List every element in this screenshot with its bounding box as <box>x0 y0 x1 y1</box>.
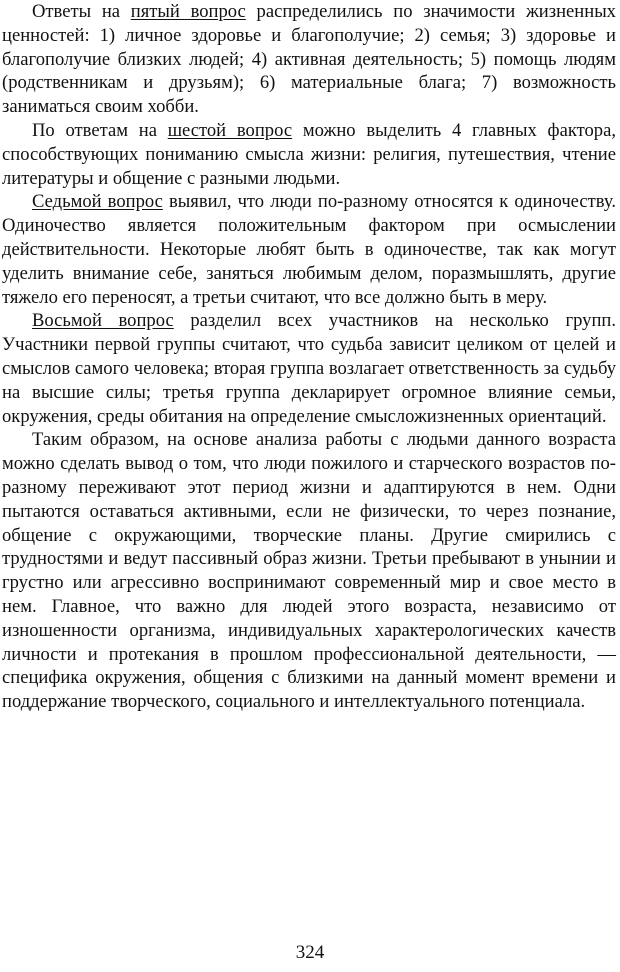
paragraph-body-text: распределились по значимости жизненных ценностей: 1) личное здоровье и благополучие; 2) семья; 3) здоровье и благополучие близких людей; 4) активная деятельность; 5) помощь людям (родственникам и друзьям); 6) материальные блага; 7) возможность заниматься своим хобби. <box>2 1 616 118</box>
paragraph-eighth-question <box>2 309 616 428</box>
paragraph-lead-text: По ответам на <box>32 119 168 141</box>
paragraph-body-text: можно выделить 4 главных фактора, способствующих пониманию смысла жизни: религия, путешествия, чтение литературы и общение с разными людьми. <box>2 119 616 189</box>
paragraph-lead-text: Таким образом, на основе анализа работы с людьми данного возраста можно сделать вывод о том, что люди пожилого и старческого возрастов по-разному переживают этот период жизни и адаптируются в нем. Одни пытаются оставаться активными, если не физически, то через познание, общение с окружающими, творческие планы. Другие смирились с трудностями и ведут пассивный образ жизни. Третьи пребывают в унынии и грустно или агрессивно воспринимают современный мир и свое место в нем. Главное, что важно для людей этого возраста, независимо от изношенности организма, индивидуальных характерологических качеств личности и протекания в прошлом профессиональной деятельности, — специфика окружения, общения с близкими на данный момент времени и поддержание творческого, социального и интеллектуального потенциала. <box>2 429 616 713</box>
page-number: 324 <box>295 942 325 963</box>
paragraph-conclusion <box>2 428 616 714</box>
underlined-question-label: Восьмой вопрос <box>32 310 174 332</box>
paragraph-body-text: выявил, что люди по-разному относятся к одиночеству. Одиночество является положительным фактором при осмыслении действительности. Некоторые любят быть в одиночестве, так как могут уделить внимание себе, заняться любимым делом, поразмышлять, другие тяжело его переносят, а третьи считают, что все должно быть в меру. <box>2 191 616 308</box>
underlined-question-label: пятый вопрос <box>130 1 246 22</box>
underlined-question-label: шестой вопрос <box>167 119 293 141</box>
paragraph-body-text: разделил всех участников на несколько групп. Участники первой группы считают, что судьба зависит целиком от целей и смыслов самого человека; вторая группа возлагает ответственность за судьбу на высшие силы; третья группа декларирует огромное влияние семьи, окружения, среды обитания на определение смысложизненных ориентаций. <box>2 310 616 427</box>
underlined-question-label: Седьмой вопрос <box>32 191 163 213</box>
paragraph-sixth-question <box>2 119 616 190</box>
paragraph-lead-text: Ответы на <box>32 1 131 22</box>
paragraph-fifth-question <box>2 0 616 119</box>
body-text <box>2 0 616 714</box>
paragraph-seventh-question <box>2 190 616 309</box>
